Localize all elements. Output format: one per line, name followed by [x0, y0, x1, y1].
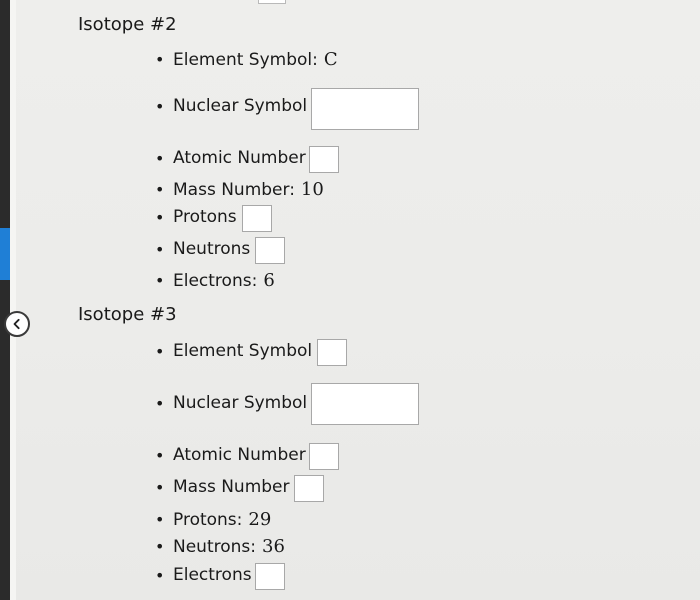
isotope-2-atomic-number: • Atomic Number [155, 148, 306, 168]
isotope-3-atomic-number-input[interactable] [309, 443, 339, 470]
chevron-left-icon [12, 318, 22, 330]
isotope-3-protons: • Protons: 29 [155, 509, 272, 530]
isotope-2-neutrons: • Neutrons [155, 239, 251, 259]
isotope-2-heading: Isotope #2 [78, 14, 177, 35]
isotope-2-protons-input[interactable] [242, 205, 272, 232]
isotope-3-nuclear-symbol-label: Nuclear Symbol [173, 393, 308, 413]
isotope-2-neutrons-input[interactable] [255, 237, 285, 264]
left-sidebar-rail [0, 0, 10, 600]
isotope-2-element-symbol-label: Element Symbol: [173, 49, 318, 70]
isotope-2-protons-label: Protons [173, 207, 237, 227]
isotope-3-heading: Isotope #3 [78, 304, 177, 325]
isotope-2-nuclear-symbol-label: Nuclear Symbol [173, 96, 308, 116]
isotope-3-mass-number-label: Mass Number [173, 477, 290, 497]
isotope-3-element-symbol-label: Element Symbol [173, 341, 313, 361]
isotope-2-electrons-value: 6 [263, 270, 275, 291]
isotope-3-nuclear-symbol: • Nuclear Symbol [155, 393, 308, 413]
collapse-sidebar-button[interactable] [4, 311, 30, 337]
isotope-2-element-symbol: • Element Symbol: C [155, 49, 338, 70]
isotope-2-electrons-label: Electrons: [173, 270, 258, 291]
isotope-2-mass-number: • Mass Number: 10 [155, 179, 324, 200]
rail-divider [10, 0, 16, 600]
isotope-3-atomic-number: • Atomic Number [155, 445, 306, 465]
isotope-3-mass-number-input[interactable] [294, 475, 324, 502]
isotope-2-mass-number-value: 10 [300, 179, 324, 200]
isotope-2-nuclear-symbol: • Nuclear Symbol [155, 96, 308, 116]
isotope-3-neutrons-label: Neutrons: [173, 536, 256, 557]
isotope-2-mass-number-label: Mass Number: [173, 179, 295, 200]
isotope-2-electrons: • Electrons: 6 [155, 270, 275, 291]
isotope-3-protons-label: Protons: [173, 509, 243, 530]
isotope-2-neutrons-label: Neutrons [173, 239, 251, 259]
isotope-3-electrons-label: Electrons [173, 565, 252, 585]
isotope-3-protons-value: 29 [248, 509, 272, 530]
isotope-3-nuclear-symbol-input[interactable] [311, 383, 419, 425]
isotope-3-neutrons-value: 36 [262, 536, 285, 557]
isotope-2-atomic-number-input[interactable] [309, 146, 339, 173]
isotope-3-electrons-input[interactable] [255, 563, 285, 590]
isotope-3-mass-number: • Mass Number [155, 477, 290, 497]
isotope-3-element-symbol: • Element Symbol [155, 341, 313, 361]
isotope-2-protons: • Protons [155, 207, 237, 227]
isotope-3-atomic-number-label: Atomic Number [173, 445, 306, 465]
isotope-3-neutrons: • Neutrons: 36 [155, 536, 285, 557]
previous-input-box-edge [258, 0, 286, 4]
rail-accent-segment [0, 228, 10, 280]
isotope-3-electrons: • Electrons [155, 565, 252, 585]
isotope-2-nuclear-symbol-input[interactable] [311, 88, 419, 130]
isotope-2-element-symbol-value: C [323, 49, 338, 70]
isotope-2-atomic-number-label: Atomic Number [173, 148, 306, 168]
isotope-3-element-symbol-input[interactable] [317, 339, 347, 366]
